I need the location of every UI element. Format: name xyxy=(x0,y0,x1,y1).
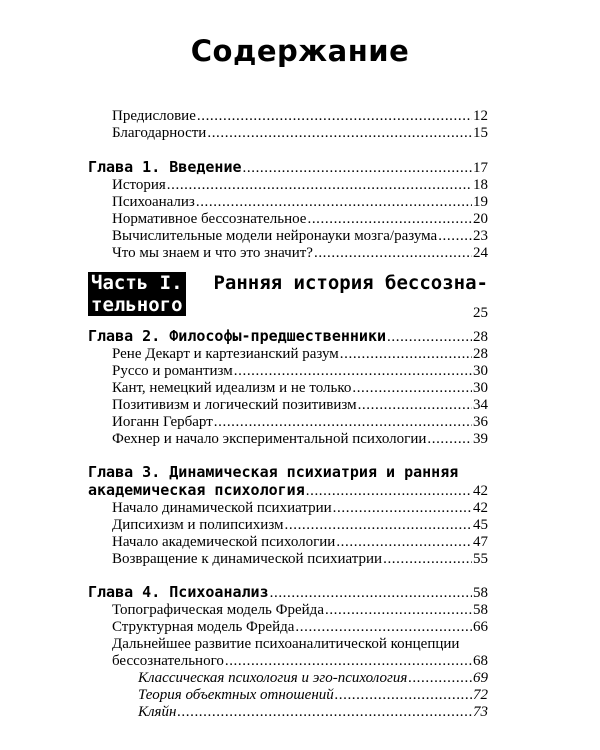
toc-entry-label: Кант, немецкий идеализм и не только xyxy=(112,380,352,396)
toc-entry xyxy=(112,618,488,636)
part-label: Часть I. xyxy=(88,272,186,294)
toc-entry xyxy=(112,345,488,363)
toc-subentry xyxy=(138,669,488,687)
toc-entry-label: Психоанализ xyxy=(112,194,195,210)
toc-entry xyxy=(112,601,488,619)
chapter-page: 58 xyxy=(473,585,488,601)
toc-entry-label: Топографическая модель Фрейда xyxy=(112,602,324,618)
toc-entry-page: 28 xyxy=(473,346,488,362)
leader-dots xyxy=(408,669,472,687)
leader-dots xyxy=(352,379,472,397)
leader-dots xyxy=(243,159,472,177)
toc-entry-page: 55 xyxy=(473,551,488,567)
part-heading-line1 xyxy=(88,272,488,294)
leader-dots xyxy=(285,516,472,534)
toc-entry-page: 30 xyxy=(473,380,488,396)
leader-dots xyxy=(340,345,472,363)
toc-subentry xyxy=(138,686,488,704)
toc-entry-page: 58 xyxy=(473,602,488,618)
page-title: Содержание xyxy=(190,34,410,68)
leader-dots xyxy=(214,413,472,431)
chapter-heading-line1 xyxy=(88,463,488,481)
chapter-title: Глава 4. Психоанализ xyxy=(88,583,269,601)
toc-entry xyxy=(112,107,488,125)
toc-subentry xyxy=(138,703,488,721)
part-page: 25 xyxy=(473,305,488,321)
toc-entry-page: 15 xyxy=(473,125,488,141)
leader-dots xyxy=(427,430,472,448)
toc-entry-label: Благодарности xyxy=(112,125,207,141)
leader-dots xyxy=(295,618,472,636)
toc-entry xyxy=(112,193,488,211)
toc-entry-label: Структурная модель Фрейда xyxy=(112,619,295,635)
part-heading xyxy=(88,272,488,321)
chapter-heading xyxy=(88,327,488,346)
toc-entry-page: 20 xyxy=(473,211,488,227)
toc-entry-page: 36 xyxy=(473,414,488,430)
leader-dots xyxy=(358,396,472,414)
leader-dots xyxy=(207,124,472,142)
chapter-page: 17 xyxy=(473,160,488,176)
leader-dots xyxy=(335,686,472,704)
toc-entry-label: Начало академической психологии xyxy=(112,534,336,550)
toc-entry-page: 18 xyxy=(473,177,488,193)
leader-dots xyxy=(336,533,472,551)
toc-entry xyxy=(112,550,488,568)
toc-entry xyxy=(112,413,488,431)
leader-dots xyxy=(307,210,472,228)
chapter-title-line1: Глава 3. Динамическая психиатрия и ранняя xyxy=(88,463,459,481)
chapter-heading xyxy=(88,158,488,177)
toc-entry xyxy=(112,379,488,397)
toc-entry-page: 19 xyxy=(473,194,488,210)
toc-entry xyxy=(112,652,488,670)
toc-entry xyxy=(112,516,488,534)
toc-entry-label: Иоганн Гербарт xyxy=(112,414,213,430)
chapter-title-line2: академическая психология xyxy=(88,481,305,499)
toc-entry-line1 xyxy=(112,635,488,653)
leader-dots xyxy=(306,482,472,500)
toc-entry-label: Дипсихизм и полипсихизм xyxy=(112,517,284,533)
toc-entry-page: 23 xyxy=(473,228,488,244)
toc-entry-page: 45 xyxy=(473,517,488,533)
toc-entry-label: Начало динамической психиатрии xyxy=(112,500,332,516)
leader-dots xyxy=(325,601,472,619)
toc-entry-label: История xyxy=(112,177,166,193)
toc-entry-label: Руссо и романтизм xyxy=(112,363,233,379)
toc-entry xyxy=(112,176,488,194)
leader-dots xyxy=(196,193,472,211)
toc-entry-page: 66 xyxy=(473,619,488,635)
leader-dots xyxy=(383,550,472,568)
chapter-title: Глава 1. Введение xyxy=(88,158,242,176)
part-title-line2: тельного xyxy=(88,294,186,316)
toc-entry xyxy=(112,396,488,414)
part-title-line1: Ранняя история бессозна- xyxy=(213,272,488,294)
toc-subentry-page: 72 xyxy=(473,687,488,703)
part-heading-line2 xyxy=(88,294,488,321)
leader-dots xyxy=(167,176,472,194)
chapter-title: Глава 2. Философы-предшественники xyxy=(88,327,387,345)
toc-subentry-label: Классическая психология и эго-психология xyxy=(138,670,408,686)
toc-entry-page: 12 xyxy=(473,108,488,124)
toc-entry-label: Позитивизм и логический позитивизм xyxy=(112,397,357,413)
leader-dots xyxy=(177,703,472,721)
toc-entry xyxy=(112,244,488,262)
toc-entry-page: 47 xyxy=(473,534,488,550)
toc-subentry-page: 69 xyxy=(473,670,488,686)
toc-entry-label: Фехнер и начало экспериментальной психологии xyxy=(112,431,427,447)
toc-entry xyxy=(112,499,488,517)
toc-entry-label: бессознательного xyxy=(112,653,224,669)
toc-entry-page: 34 xyxy=(473,397,488,413)
toc-entry-label: Возвращение к динамической психиатрии xyxy=(112,551,383,567)
leader-dots xyxy=(333,499,472,517)
toc-entry-page: 30 xyxy=(473,363,488,379)
toc-entry-label: Дальнейшее развитие психоаналитической концепции xyxy=(112,636,460,652)
toc-entry xyxy=(112,430,488,448)
toc-entry-page: 68 xyxy=(473,653,488,669)
leader-dots xyxy=(387,328,472,346)
chapter-heading xyxy=(88,583,488,602)
leader-dots xyxy=(234,362,472,380)
chapter-heading xyxy=(88,481,488,500)
leader-dots xyxy=(314,244,472,262)
leader-dots xyxy=(270,584,472,602)
toc-entry-label: Вычислительные модели нейронауки мозга/разума xyxy=(112,228,438,244)
toc-entry-label: Рене Декарт и картезианский разум xyxy=(112,346,339,362)
toc-subentry-label: Теория объектных отношений xyxy=(138,687,334,703)
toc-entry xyxy=(112,227,488,245)
toc-entry xyxy=(112,362,488,380)
toc-subentry-label: Кляйн xyxy=(138,704,177,720)
leader-dots xyxy=(438,227,472,245)
chapter-page: 42 xyxy=(473,483,488,499)
toc-entry-page: 42 xyxy=(473,500,488,516)
toc-entry xyxy=(112,210,488,228)
toc-entry-label: Что мы знаем и что это значит? xyxy=(112,245,313,261)
toc-subentry-page: 73 xyxy=(473,704,488,720)
chapter-page: 28 xyxy=(473,329,488,345)
leader-dots xyxy=(225,652,472,670)
toc-entry-page: 39 xyxy=(473,431,488,447)
toc-entry-page: 24 xyxy=(473,245,488,261)
toc-entry xyxy=(112,124,488,142)
toc-entry-label: Предисловие xyxy=(112,108,196,124)
toc-entry-label: Нормативное бессознательное xyxy=(112,211,307,227)
toc-entry xyxy=(112,533,488,551)
leader-dots xyxy=(197,107,472,125)
